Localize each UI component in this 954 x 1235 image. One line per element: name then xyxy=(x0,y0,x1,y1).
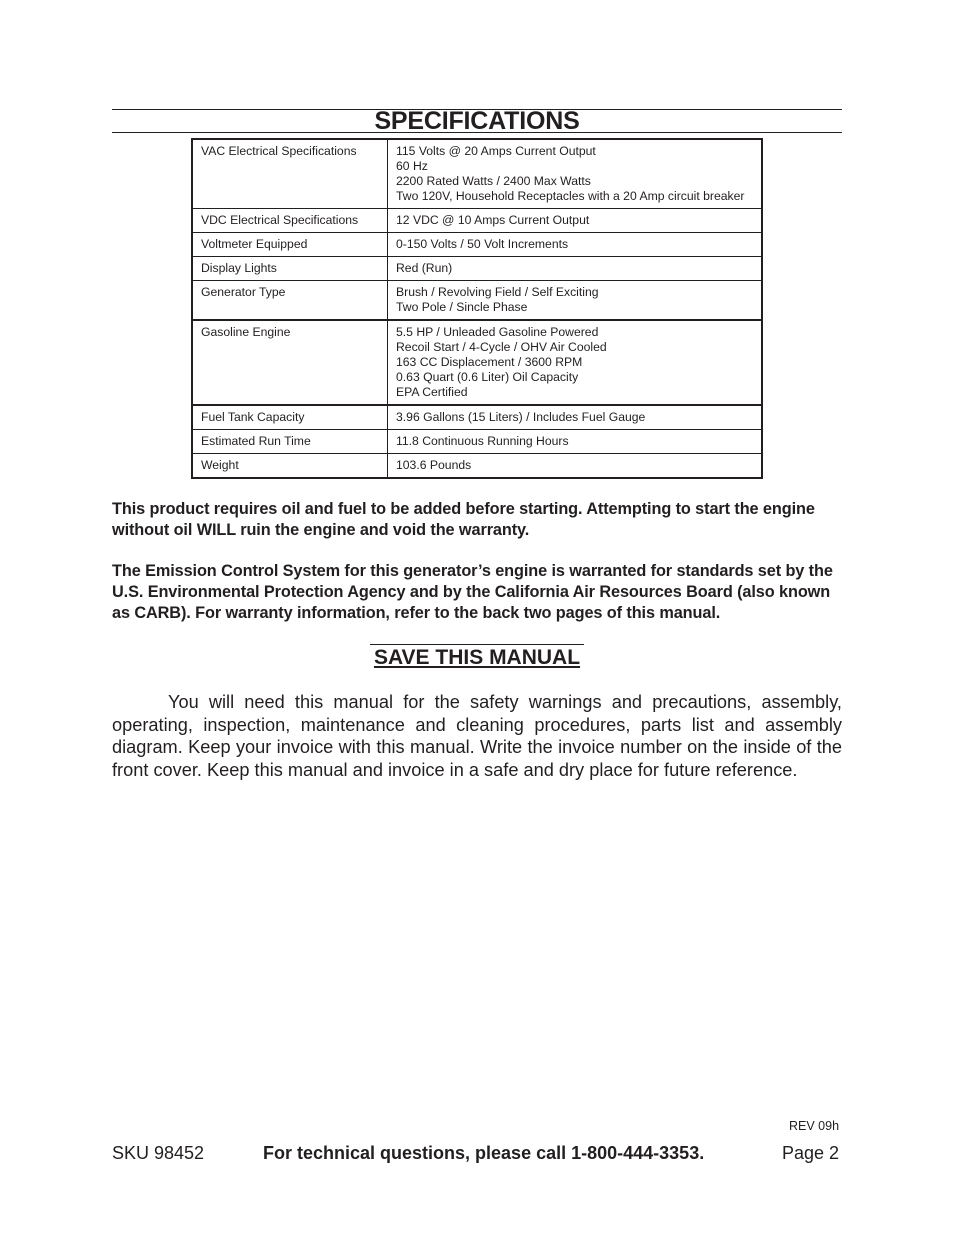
specifications-table xyxy=(191,138,763,479)
save-manual-heading-text: SAVE THIS MANUAL xyxy=(373,646,581,669)
oil-fuel-warning: This product requires oil and fuel to be added before starting. Attempting to start the engine without oil WILL ruin the engine and void the warranty. xyxy=(112,500,815,539)
save-manual-paragraph: You will need this manual for the safety warnings and precautions, assembly, operating, inspection, maintenance and cleaning procedures, parts list and assembly diagram. Keep your invoice with this manual. Write the invoice number on the inside of the front cover. Keep this manual and invoice in a safe and dry place for future reference. xyxy=(112,692,842,780)
spec-label: Display Lights xyxy=(192,257,388,281)
spec-value-line: 115 Volts @ 20 Amps Current Output xyxy=(396,144,596,158)
spec-value-line: 0-150 Volts / 50 Volt Increments xyxy=(396,237,569,251)
spec-value-line: 163 CC Displacement / 3600 RPM xyxy=(396,355,583,369)
spec-label: Weight xyxy=(192,454,388,479)
spec-value-line: Red (Run) xyxy=(396,261,453,275)
table-row xyxy=(192,257,762,281)
spec-label: Voltmeter Equipped xyxy=(192,233,388,257)
spec-value-line: Brush / Revolving Field / Self Exciting xyxy=(396,285,599,299)
spec-label: VAC Electrical Specifications xyxy=(192,139,388,209)
table-row xyxy=(192,320,762,405)
spec-label: Fuel Tank Capacity xyxy=(192,405,388,430)
table-row xyxy=(192,454,762,479)
spec-value-line: Two 120V, Household Receptacles with a 20 Amp circuit breaker xyxy=(396,189,745,203)
spec-value-line: 12 VDC @ 10 Amps Current Output xyxy=(396,213,590,227)
table-row xyxy=(192,281,762,321)
spec-value-line: EPA Certified xyxy=(396,385,468,399)
spec-value xyxy=(388,454,763,479)
table-row xyxy=(192,405,762,430)
spec-value xyxy=(388,139,763,209)
spec-value-line: 3.96 Gallons (15 Liters) / Includes Fuel Gauge xyxy=(396,410,646,424)
spec-value xyxy=(388,430,763,454)
title-rule-bottom xyxy=(112,132,842,133)
spec-value-line: Recoil Start / 4-Cycle / OHV Air Cooled xyxy=(396,340,607,354)
footer-page-number: Page 2 xyxy=(782,1143,840,1163)
spec-value-line: 60 Hz xyxy=(396,159,428,173)
table-row xyxy=(192,209,762,233)
emission-warranty-notice: The Emission Control System for this generator’s engine is warranted for standards set by the U.S. Environmental Protection Agency and by the California Air Resources Board (also known as CARB). For warranty information, refer to the back two pages of this manual. xyxy=(112,562,833,622)
spec-value-line: 0.63 Quart (0.6 Liter) Oil Capacity xyxy=(396,370,579,384)
revision-label: REV 09h xyxy=(789,1119,840,1133)
spec-value-line: 11.8 Continuous Running Hours xyxy=(396,434,569,448)
table-row xyxy=(192,139,762,209)
spec-value xyxy=(388,257,763,281)
spec-value xyxy=(388,405,763,430)
spec-value xyxy=(388,233,763,257)
spec-value xyxy=(388,209,763,233)
spec-value xyxy=(388,320,763,405)
spec-value-line: 5.5 HP / Unleaded Gasoline Powered xyxy=(396,325,599,339)
spec-label: Estimated Run Time xyxy=(192,430,388,454)
spec-label: Generator Type xyxy=(192,281,388,321)
spec-value xyxy=(388,281,763,321)
spec-label: Gasoline Engine xyxy=(192,320,388,405)
table-row xyxy=(192,430,762,454)
page-title: SPECIFICATIONS xyxy=(374,107,580,135)
spec-value-line: 2200 Rated Watts / 2400 Max Watts xyxy=(396,174,591,188)
spec-value-line: Two Pole / Sincle Phase xyxy=(396,300,528,314)
save-manual-heading xyxy=(112,645,842,671)
spec-label: VDC Electrical Specifications xyxy=(192,209,388,233)
spec-value-line: 103.6 Pounds xyxy=(396,458,472,472)
footer-contact: For technical questions, please call 1-800-444-3353. xyxy=(263,1143,705,1163)
footer-sku: SKU 98452 xyxy=(112,1143,205,1163)
table-row xyxy=(192,233,762,257)
